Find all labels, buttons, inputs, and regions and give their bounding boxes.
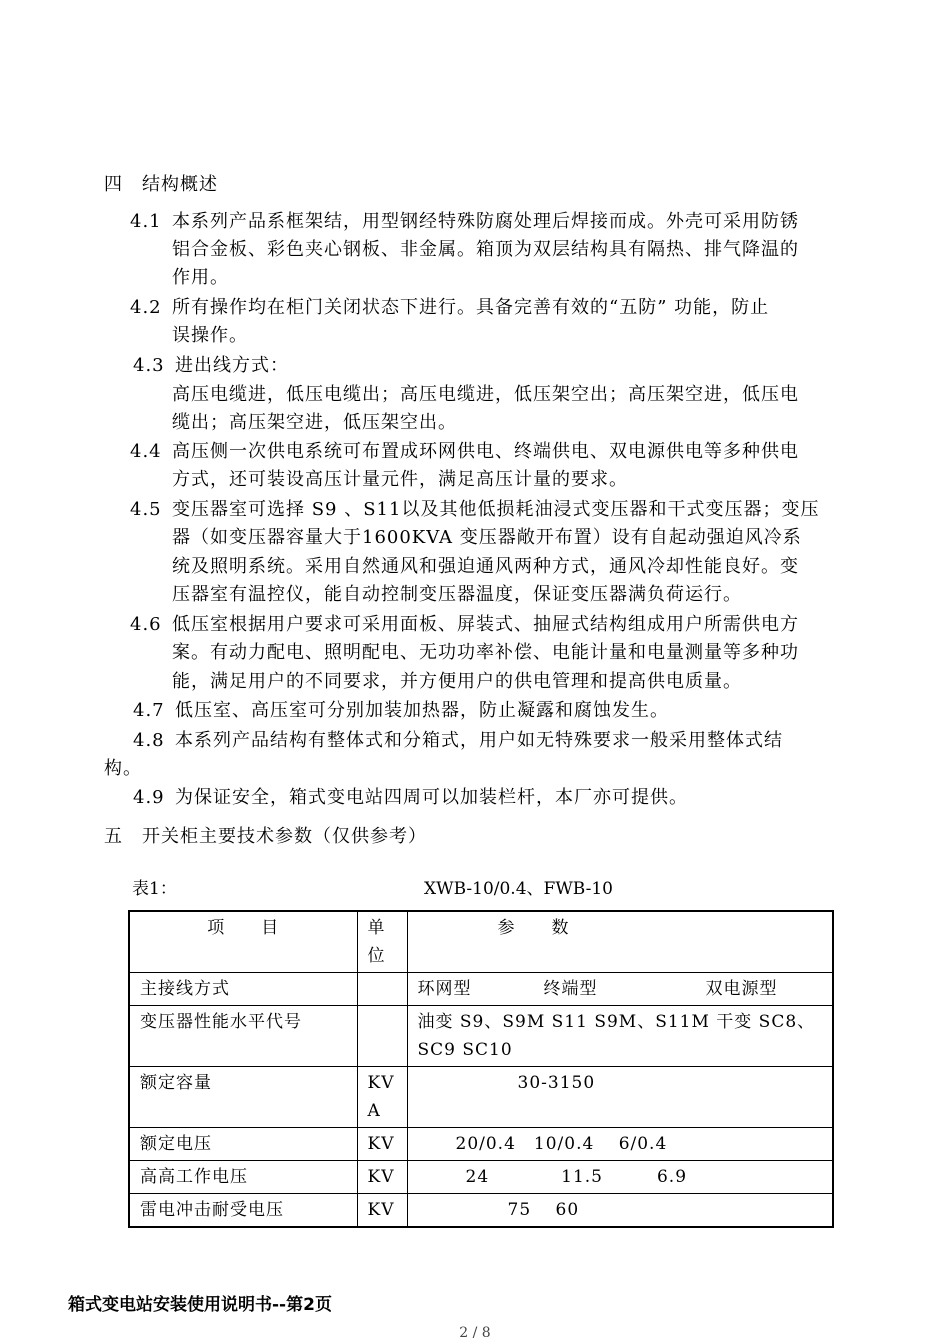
item-4-2-number: 4.2 xyxy=(130,297,162,318)
row-item: 额定电压 xyxy=(129,1128,357,1161)
item-4-5-line: 器（如变压器容量大于1600KVA 变压器敞开布置）设有自起动强迫风冷系 xyxy=(172,527,802,548)
row-unit: KV xyxy=(357,1161,407,1194)
row-item: 额定容量 xyxy=(129,1067,357,1128)
table-label: 表1： xyxy=(132,879,177,899)
item-4-6-line: 能，满足用户的不同要求，并方便用户的供电管理和提高供电质量。 xyxy=(172,671,742,692)
item-4-3-line: 高压电缆进，低压电缆出；高压电缆进，低压架空出；高压架空进，低压电 xyxy=(172,384,799,405)
row-item: 变压器性能水平代号 xyxy=(129,1006,357,1067)
item-4-6-line: 低压室根据用户要求可采用面板、屏装式、抽屉式结构组成用户所需供电方 xyxy=(172,614,799,635)
parameters-table xyxy=(128,910,834,1228)
item-4-1-line: 铝合金板、彩色夹心钢板、非金属。箱顶为双层结构具有隔热、排气降温的 xyxy=(172,239,799,260)
item-4-4-line: 高压侧一次供电系统可布置成环网供电、终端供电、双电源供电等多种供电 xyxy=(172,441,799,462)
table-row xyxy=(129,1128,833,1161)
item-4-3-line: 缆出；高压架空进，低压架空出。 xyxy=(172,412,457,433)
item-4-2-line: 所有操作均在柜门关闭状态下进行。具备完善有效的“五防” 功能，防止 xyxy=(172,297,770,318)
table-row xyxy=(129,1006,833,1067)
row-param: 30-3150 xyxy=(407,1067,833,1128)
item-4-7-line: 低压室、高压室可分别加装加热器，防止凝露和腐蚀发生。 xyxy=(175,700,669,721)
row-param: 环网型 终端型 双电源型 xyxy=(407,973,833,1006)
item-4-8-number: 4.8 xyxy=(133,730,165,751)
item-4-5-line: 统及照明系统。采用自然通风和强迫通风两种方式，通风冷却性能良好。变 xyxy=(172,556,799,577)
row-unit: KV xyxy=(357,1194,407,1228)
table-title: XWB-10/0.4、FWB-10 xyxy=(424,879,613,899)
item-4-3-line: 进出线方式： xyxy=(175,355,289,376)
item-4-4-number: 4.4 xyxy=(130,441,162,462)
header-item: 项 目 xyxy=(129,911,357,973)
row-unit xyxy=(357,1006,407,1067)
header-unit: 单位 xyxy=(357,911,407,973)
row-unit xyxy=(357,973,407,1006)
item-4-5-line: 变压器室可选择 S9 、S11以及其他低损耗油浸式变压器和干式变压器；变压 xyxy=(172,499,820,520)
item-4-7-number: 4.7 xyxy=(133,700,165,721)
item-4-3-number: 4.3 xyxy=(133,355,165,376)
section-4-title: 四 结构概述 xyxy=(104,174,218,195)
row-param: 20/0.4 10/0.4 6/0.4 xyxy=(407,1128,833,1161)
row-unit: KV xyxy=(357,1128,407,1161)
row-param: 24 11.5 6.9 xyxy=(407,1161,833,1194)
section-5-title: 五 开关柜主要技术参数（仅供参考） xyxy=(104,826,427,847)
row-param: 75 60 xyxy=(407,1194,833,1228)
row-item: 雷电冲击耐受电压 xyxy=(129,1194,357,1228)
item-4-6-line: 案。有动力配电、照明配电、无功功率补偿、电能计量和电量测量等多种功 xyxy=(172,642,799,663)
item-4-4-line: 方式，还可装设高压计量元件，满足高压计量的要求。 xyxy=(172,469,628,490)
item-4-8-line: 本系列产品结构有整体式和分箱式，用户如无特殊要求一般采用整体式结 xyxy=(175,730,783,751)
item-4-5-line: 压器室有温控仪，能自动控制变压器温度，保证变压器满负荷运行。 xyxy=(172,584,742,605)
item-4-6-number: 4.6 xyxy=(130,614,162,635)
row-param: 油变 S9、S9M S11 S9M、S11M 干变 SC8、SC9 SC10 xyxy=(407,1006,833,1067)
table-row xyxy=(129,1067,833,1128)
page-number: 2 / 8 xyxy=(459,1325,491,1341)
row-item: 高高工作电压 xyxy=(129,1161,357,1194)
item-4-1-line: 作用。 xyxy=(172,267,229,288)
item-4-8-line: 构。 xyxy=(104,758,142,779)
table-row xyxy=(129,1194,833,1228)
row-unit: KVA xyxy=(357,1067,407,1128)
item-4-5-number: 4.5 xyxy=(130,499,162,520)
item-4-9-number: 4.9 xyxy=(133,787,165,808)
item-4-9-line: 为保证安全，箱式变电站四周可以加装栏杆，本厂亦可提供。 xyxy=(175,787,688,808)
row-item: 主接线方式 xyxy=(129,973,357,1006)
table-row xyxy=(129,1161,833,1194)
table-header-row xyxy=(129,911,833,973)
item-4-1-number: 4.1 xyxy=(130,211,162,232)
item-4-1-line: 本系列产品系框架结，用型钢经特殊防腐处理后焊接而成。外壳可采用防锈 xyxy=(172,211,799,232)
table-row xyxy=(129,973,833,1006)
footer-text: 箱式变电站安装使用说明书--第2页 xyxy=(68,1295,332,1315)
item-4-2-line: 误操作。 xyxy=(172,325,248,346)
header-param: 参 数 xyxy=(407,911,833,973)
